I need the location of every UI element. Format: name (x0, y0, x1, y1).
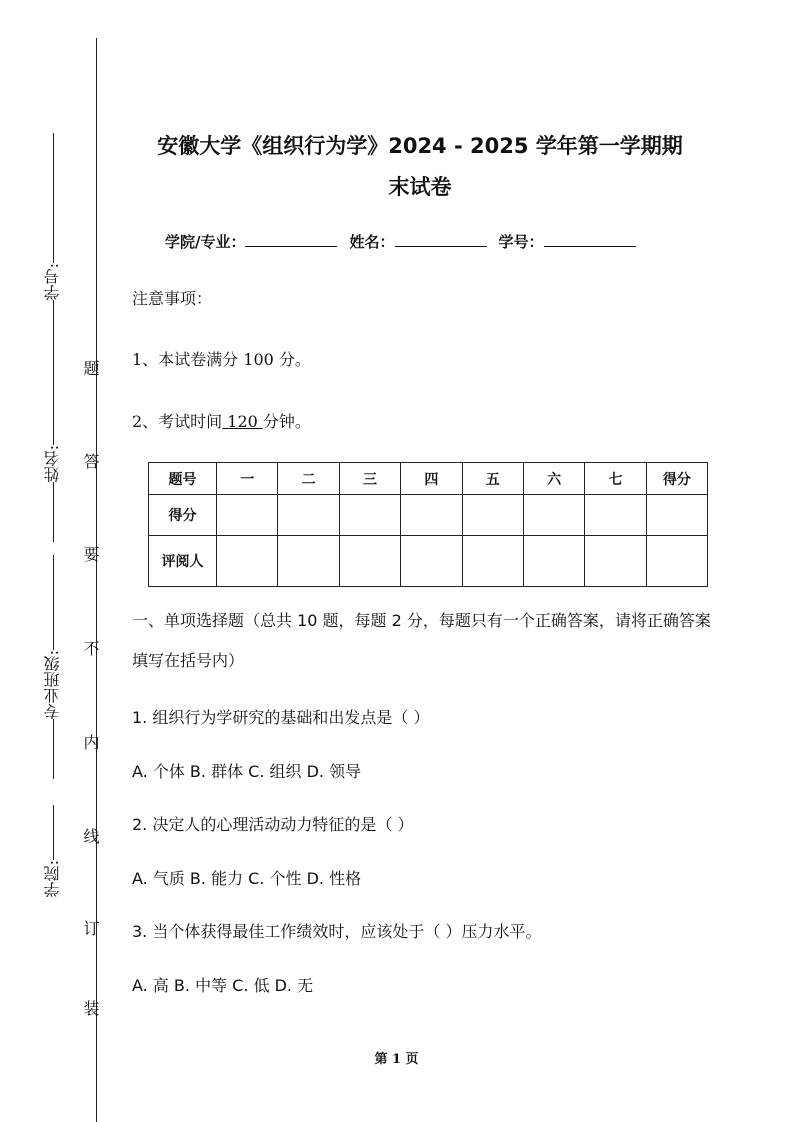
sidebar-name-field (38, 340, 68, 542)
header-cell: 得分 (646, 463, 707, 495)
reviewer-row (149, 536, 708, 587)
college-fill-line (53, 805, 54, 860)
seal-char: 线 (81, 828, 100, 844)
reviewer-cell[interactable] (646, 536, 707, 587)
score-cell[interactable] (401, 495, 462, 536)
question-3-options: A. 高 B. 中等 C. 低 D. 无 (132, 976, 314, 995)
notes-heading: 注意事项： (132, 289, 213, 308)
name-fill-line (53, 340, 54, 445)
reviewer-cell[interactable] (523, 536, 584, 587)
question-3-stem: 3. 当个体获得最佳工作绩效时，应该处于（ ）压力水平。 (132, 922, 542, 941)
score-cell[interactable] (585, 495, 646, 536)
exam-title-line2: 末试卷 (388, 175, 452, 199)
sidebar-student-id-field (38, 133, 68, 350)
exam-title-line1: 安徽大学《组织行为学》2024 - 2025 学年第一学期期 (157, 134, 683, 158)
seal-char: 要 (81, 546, 100, 562)
note-exam-time-value: 120 (222, 412, 263, 431)
reviewer-cell[interactable] (401, 536, 462, 587)
student-id-blank[interactable] (544, 230, 636, 247)
sidebar-college-field (38, 805, 68, 897)
student-id-label: 学号： (498, 233, 544, 251)
header-cell: 六 (523, 463, 584, 495)
seal-char: 不 (81, 640, 100, 656)
header-cell: 二 (278, 463, 339, 495)
seal-char: 订 (81, 920, 100, 936)
reviewer-cell[interactable] (278, 536, 339, 587)
note-exam-time-suffix: 分钟。 (262, 412, 311, 431)
seal-char: 答 (81, 453, 100, 469)
header-cell: 四 (401, 463, 462, 495)
header-cell: 题号 (149, 463, 217, 495)
header-cell: 五 (462, 463, 523, 495)
sidebar-major-class-label: 专业班级: (43, 650, 62, 720)
score-row (149, 495, 708, 536)
header-cell: 三 (339, 463, 400, 495)
reviewer-cell[interactable] (217, 536, 278, 587)
sidebar-student-id-label: 学号: (43, 263, 62, 301)
college-major-blank[interactable] (245, 230, 337, 247)
row-label: 评阅人 (149, 536, 217, 587)
header-cell: 七 (585, 463, 646, 495)
reviewer-cell[interactable] (339, 536, 400, 587)
score-table-header-row (149, 463, 708, 495)
note-exam-time-prefix: 2、考试时间 (132, 412, 223, 431)
student-info-row (165, 230, 648, 252)
seal-char: 题 (81, 360, 100, 376)
score-cell[interactable] (217, 495, 278, 536)
question-2-stem: 2. 决定人的心理活动动力特征的是（ ） (132, 815, 414, 834)
sidebar-major-class-field (38, 555, 68, 779)
reviewer-cell[interactable] (462, 536, 523, 587)
name-blank[interactable] (395, 230, 487, 247)
reviewer-cell[interactable] (585, 536, 646, 587)
score-cell[interactable] (339, 495, 400, 536)
student-id-fill-line (53, 133, 54, 263)
seal-char: 装 (81, 1000, 100, 1016)
sidebar-college-label: 学院: (43, 860, 62, 898)
seal-char: 内 (81, 734, 100, 750)
score-table (148, 462, 708, 587)
note-full-score: 1、本试卷满分 100 分。 (132, 350, 311, 369)
college-major-label: 学院/专业： (165, 233, 246, 251)
score-cell[interactable] (462, 495, 523, 536)
score-cell[interactable] (646, 495, 707, 536)
header-cell: 一 (217, 463, 278, 495)
page-number: 第 1 页 (374, 1052, 419, 1067)
question-2-options: A. 气质 B. 能力 C. 个性 D. 性格 (132, 869, 362, 888)
question-1-stem: 1. 组织行为学研究的基础和出发点是（ ） (132, 708, 430, 727)
score-cell[interactable] (523, 495, 584, 536)
section1-heading: 一、单项选择题（总共 10 题，每题 2 分，每题只有一个正确答案，请将正确答案填写在括号内） (132, 611, 711, 670)
name-tail-line (53, 482, 54, 542)
note-exam-time (132, 409, 311, 432)
question-1-options: A. 个体 B. 群体 C. 组织 D. 领导 (132, 762, 362, 781)
name-label: 姓名： (349, 233, 395, 251)
score-cell[interactable] (278, 495, 339, 536)
major-class-fill-line (53, 555, 54, 650)
major-class-tail-line (53, 719, 54, 779)
row-label: 得分 (149, 495, 217, 536)
sidebar-name-label: 姓名: (43, 445, 62, 483)
binding-line (96, 38, 97, 1122)
